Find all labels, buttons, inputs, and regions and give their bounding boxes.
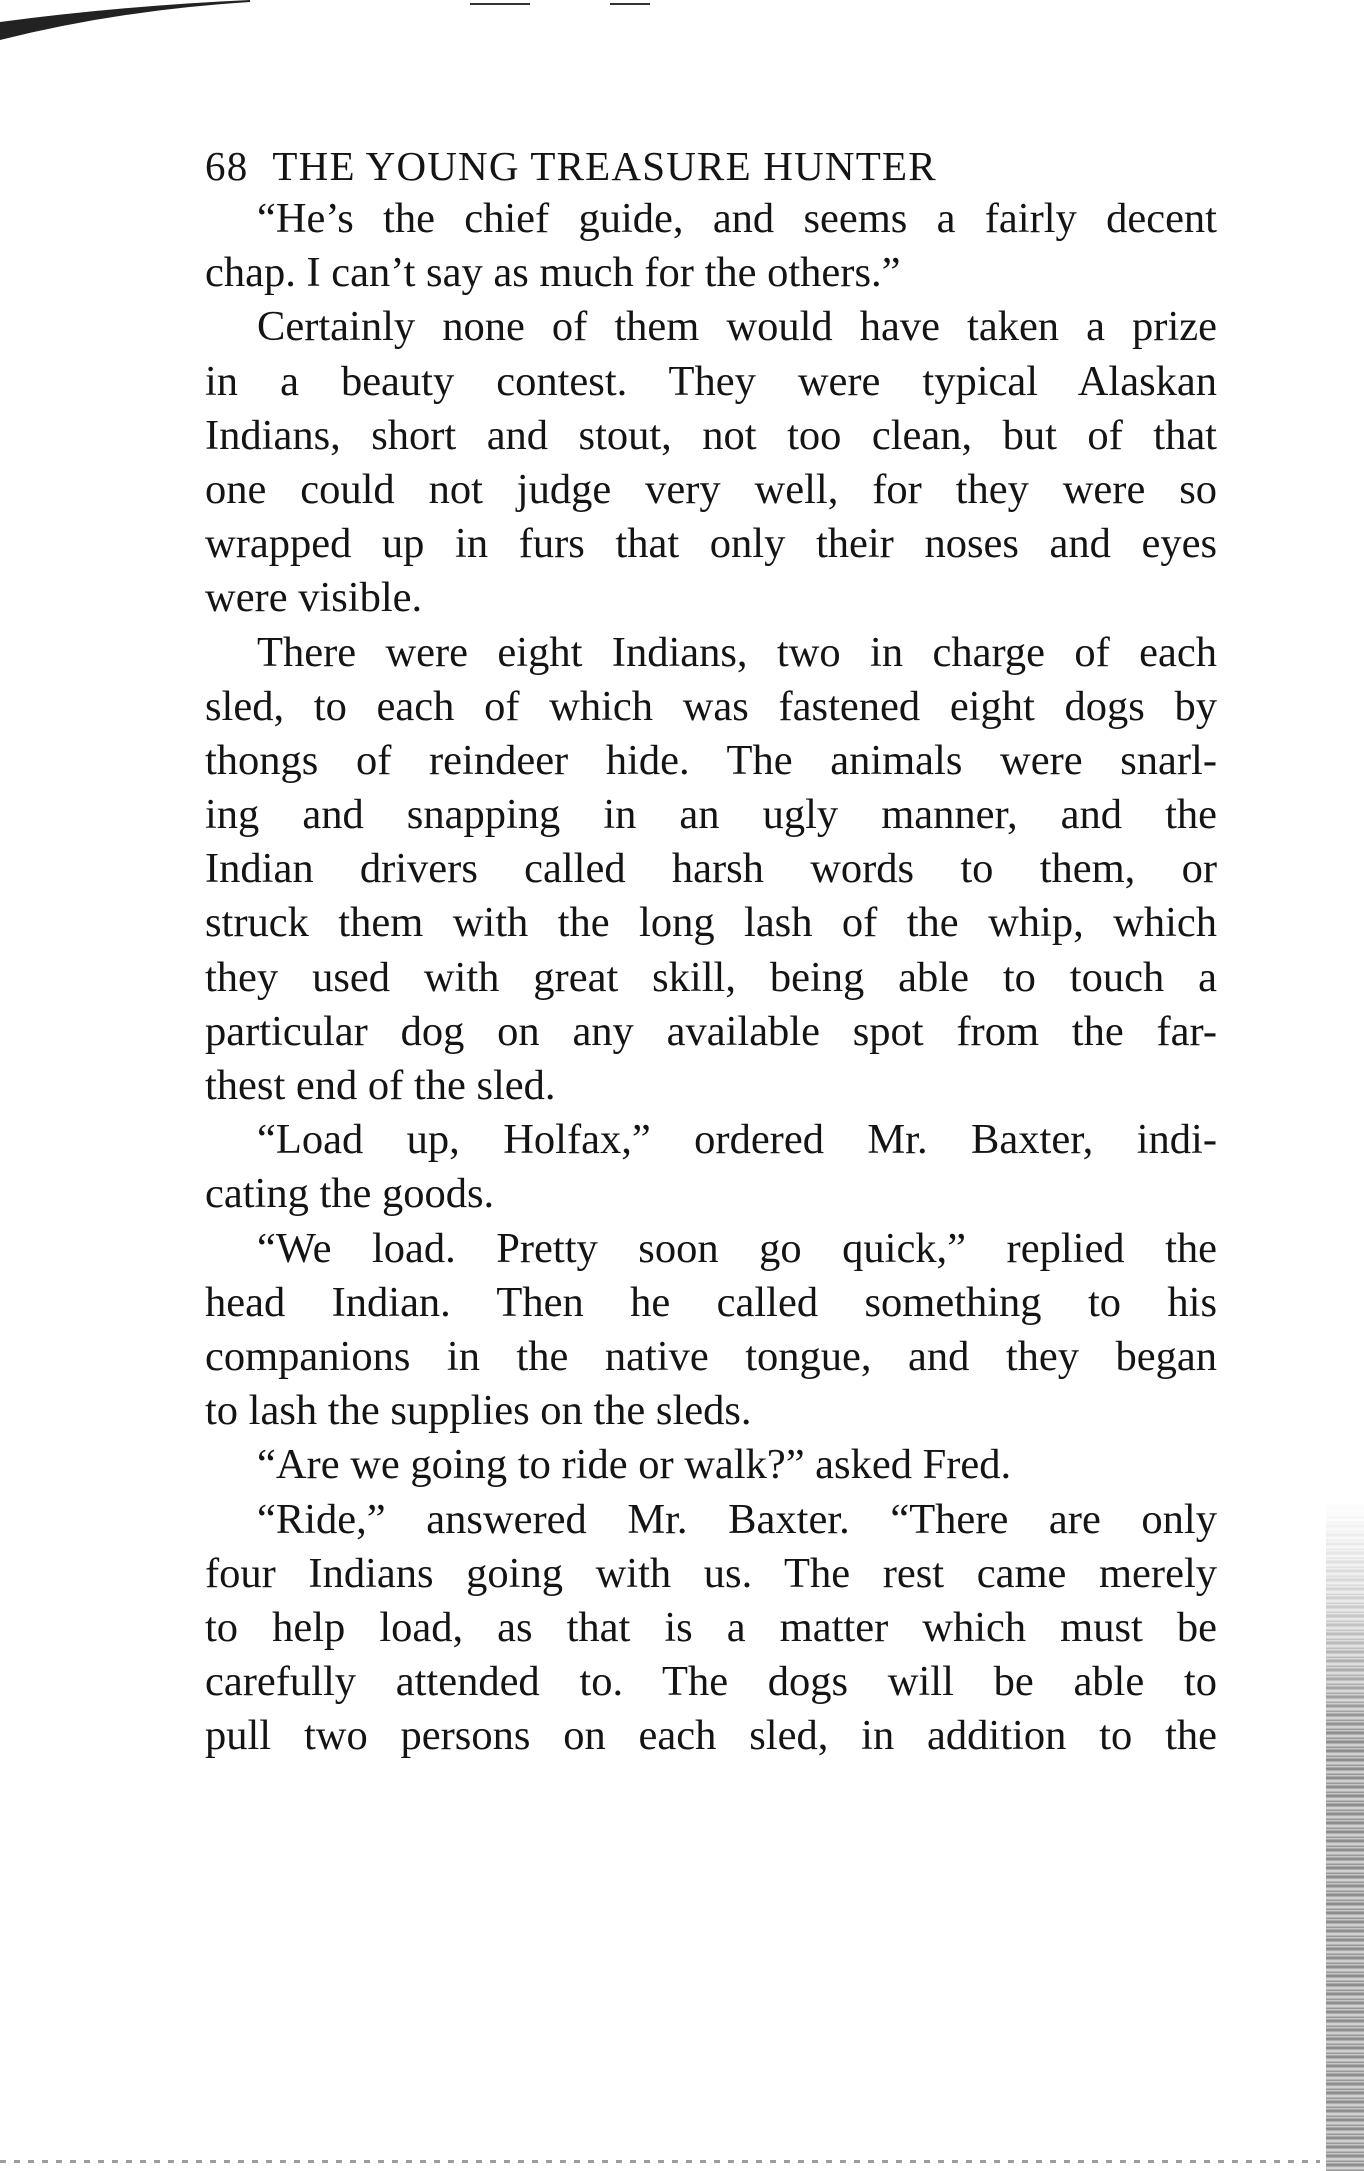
text-line: carefully attended to. The dogs will be able to — [205, 1658, 1217, 1706]
text-line: companions in the native tongue, and they began — [205, 1332, 1217, 1380]
text-line: thongs of reindeer hide. The animals were snarl- — [205, 736, 1217, 784]
text-line: in a beauty contest. They were typical Alaskan — [205, 357, 1217, 405]
scan-top-marks — [470, 0, 670, 10]
text-line: thest end of the sled. — [205, 1062, 556, 1109]
text-line: struck them with the long lash of the whip, which — [205, 899, 1217, 947]
page-gutter-shadow — [1326, 1500, 1364, 2171]
text-line: pull two persons on each sled, in addition to the — [205, 1712, 1217, 1760]
text-line: Indians, short and stout, not too clean, but of that — [205, 411, 1217, 459]
text-line: wrapped up in furs that only their noses and eyes — [205, 520, 1217, 568]
text-line: sled, to each of which was fastened eight dogs by — [205, 682, 1217, 730]
text-line: were visible. — [205, 574, 423, 622]
text-line: they used with great skill, being able to touch a — [205, 953, 1217, 1001]
text-line: to lash the supplies on the sleds. — [205, 1387, 752, 1435]
text-line: “Ride,” answered Mr. Baxter. “There are only — [257, 1495, 1217, 1543]
text-line: Indian drivers called harsh words to them, or — [205, 845, 1217, 893]
text-line: particular dog on any available spot from the far- — [205, 1007, 1217, 1055]
running-head — [205, 140, 1217, 192]
text-line: to help load, as that is a matter which must be — [205, 1603, 1217, 1651]
text-line: four Indians going with us. The rest came merely — [205, 1549, 1217, 1597]
text-line: ing and snapping in an ugly manner, and the — [205, 791, 1217, 839]
scan-edge-mark — [0, 0, 250, 40]
text-line: “Load up, Holfax,” ordered Mr. Baxter, indi- — [257, 1116, 1217, 1164]
text-block — [205, 140, 1217, 1763]
text-line: “Are we going to ride or walk?” asked Fred. — [257, 1441, 1012, 1489]
text-line: Certainly none of them would have taken a prize — [257, 303, 1217, 351]
text-line: “We load. Pretty soon go quick,” replied the — [257, 1224, 1217, 1272]
text-line: one could not judge very well, for they were so — [205, 465, 1217, 513]
page-number: 68 — [205, 143, 249, 189]
text-line: head Indian. Then he called something to his — [205, 1278, 1217, 1326]
text-line: There were eight Indians, two in charge of each — [257, 628, 1217, 676]
scan-bottom-edge — [0, 2160, 1320, 2163]
text-line: cating the goods. — [205, 1170, 495, 1218]
running-title: THE YOUNG TREASURE HUNTER — [272, 143, 937, 189]
text-line: “He’s the chief guide, and seems a fairly decent — [257, 195, 1217, 242]
body-text — [205, 192, 1217, 1763]
text-line: chap. I can’t say as much for the others.” — [205, 249, 901, 297]
